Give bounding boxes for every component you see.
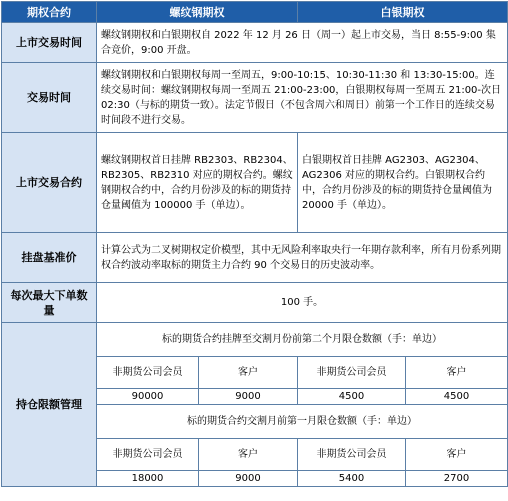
limit-period2-title: 标的期货合约交割月前第一月限仓数额（手：单边） [97, 405, 508, 439]
limit-p1-value: 4500 [406, 389, 508, 405]
label-benchmark: 挂盘基准价 [2, 233, 97, 283]
label-contracts: 上市交易合约 [2, 133, 97, 233]
value-contracts-silver: 白银期权首日挂牌 AG2303、AG2304、AG2306 对应的期权合约。白银期权合约中，合约月份涉及的标的期货持仓量阈值为 20000 手（单边）。 [298, 133, 508, 233]
limit-period1-title: 标的期货合约挂牌至交割月份前第二个月限仓数额（手：单边） [97, 323, 508, 357]
row-contracts [2, 133, 508, 233]
limit-p2-value: 18000 [97, 471, 199, 487]
limit-p1-header-nonfutures-rebar: 非期货公司会员 [97, 357, 199, 389]
value-listing-time: 螺纹钢期权和白银期权自 2022 年 12 月 26 日（周一）起上市交易，当日 8:55-9:00 集合竞价，9:00 开盘。 [97, 23, 508, 63]
header-row [2, 2, 508, 23]
label-listing-time: 上市交易时间 [2, 23, 97, 63]
limit-p1-header-client-rebar: 客户 [199, 357, 298, 389]
options-info-table [1, 1, 508, 487]
label-position-limit: 持仓限额管理 [2, 323, 97, 487]
limit-p1-value: 9000 [199, 389, 298, 405]
row-max-order [2, 283, 508, 323]
limit-p2-header-client-silver: 客户 [406, 439, 508, 471]
limit-p1-value: 90000 [97, 389, 199, 405]
limit-p2-value: 5400 [298, 471, 406, 487]
limit-p2-header-nonfutures-rebar: 非期货公司会员 [97, 439, 199, 471]
header-rebar: 螺纹钢期权 [97, 2, 298, 23]
limit-p1-header-client-silver: 客户 [406, 357, 508, 389]
row-trading-hours [2, 63, 508, 133]
limit-p1-value: 4500 [298, 389, 406, 405]
limit-p2-header-client-rebar: 客户 [199, 439, 298, 471]
value-contracts-rebar: 螺纹钢期权首日挂牌 RB2303、RB2304、RB2305、RB2310 对应的期权合约。螺纹钢期权合约中，合约月份涉及的标的期货持仓量阈值为 100000 手（单边）。 [97, 133, 298, 233]
label-max-order: 每次最大下单数量 [2, 283, 97, 323]
row-benchmark [2, 233, 508, 283]
limit-p2-value: 2700 [406, 471, 508, 487]
value-benchmark: 计算公式为二叉树期权定价模型，其中无风险利率取央行一年期存款利率，所有月份系列期权合约波动率取标的期货主力合约 90 个交易日的历史波动率。 [97, 233, 508, 283]
limit-p1-header-nonfutures-silver: 非期货公司会员 [298, 357, 406, 389]
value-max-order: 100 手。 [97, 283, 508, 323]
limit-p2-header-nonfutures-silver: 非期货公司会员 [298, 439, 406, 471]
header-contract: 期权合约 [2, 2, 97, 23]
limit-p2-value: 9000 [199, 471, 298, 487]
header-silver: 白银期权 [298, 2, 508, 23]
row-limit-period1-title [2, 323, 508, 357]
row-listing-time [2, 23, 508, 63]
value-trading-hours: 螺纹钢期权和白银期权每周一至周五，9:00-10:15、10:30-11:30 和 13:30-15:00。连续交易时间：螺纹钢期权每周一至周五 21:00-23:00，白银期权每周一至周五 21:00-次日 02:30（与标的期货一致）。法定节假日（不包含周六和周日）前第一个工作日的连续交易时间段不进行交易。 [97, 63, 508, 133]
label-trading-hours: 交易时间 [2, 63, 97, 133]
